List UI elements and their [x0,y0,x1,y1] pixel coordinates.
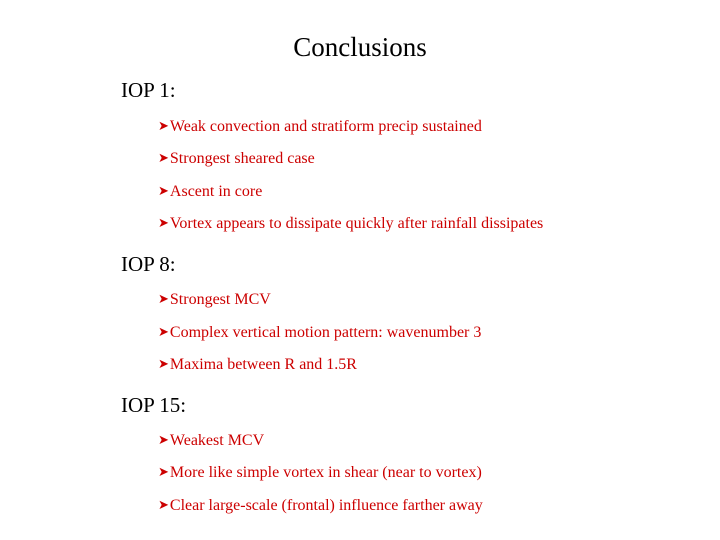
list-item-text: Complex vertical motion pattern: wavenumber 3 [169,324,482,341]
arrow-bullet-icon: ➤ [158,292,169,307]
arrow-bullet-icon: ➤ [158,357,169,372]
list-item-text: Strongest MCV [169,291,271,308]
arrow-bullet-icon: ➤ [158,119,169,134]
list-item [158,498,483,514]
arrow-bullet-icon: ➤ [158,433,169,448]
arrow-bullet-icon: ➤ [158,465,169,480]
section-heading-iop-8: IOP 8: [121,252,176,276]
list-item-text: Clear large-scale (frontal) influence farther away [169,497,483,514]
section-heading-iop-1: IOP 1: [121,78,176,102]
list-item [158,216,543,232]
list-item [158,357,357,373]
list-item-text: Vortex appears to dissipate quickly after rainfall dissipates [169,215,544,232]
arrow-bullet-icon: ➤ [158,325,169,340]
arrow-bullet-icon: ➤ [158,216,169,231]
list-item [158,292,271,308]
list-item [158,325,481,341]
list-item-text: Maxima between R and 1.5R [169,356,357,373]
list-item-text: Weak convection and stratiform precip sustained [169,118,482,135]
arrow-bullet-icon: ➤ [158,184,169,199]
section-heading-iop-15: IOP 15: [121,393,187,417]
list-item-text: Weakest MCV [169,432,265,449]
list-item-text: Ascent in core [169,183,263,200]
list-item-text: More like simple vortex in shear (near to vortex) [169,464,482,481]
list-item [158,433,264,449]
arrow-bullet-icon: ➤ [158,498,169,513]
list-item [158,184,262,200]
list-item [158,465,482,481]
arrow-bullet-icon: ➤ [158,151,169,166]
list-item [158,119,482,135]
slide-title: Conclusions [293,32,427,62]
list-item-text: Strongest sheared case [169,150,315,167]
list-item [158,151,315,167]
